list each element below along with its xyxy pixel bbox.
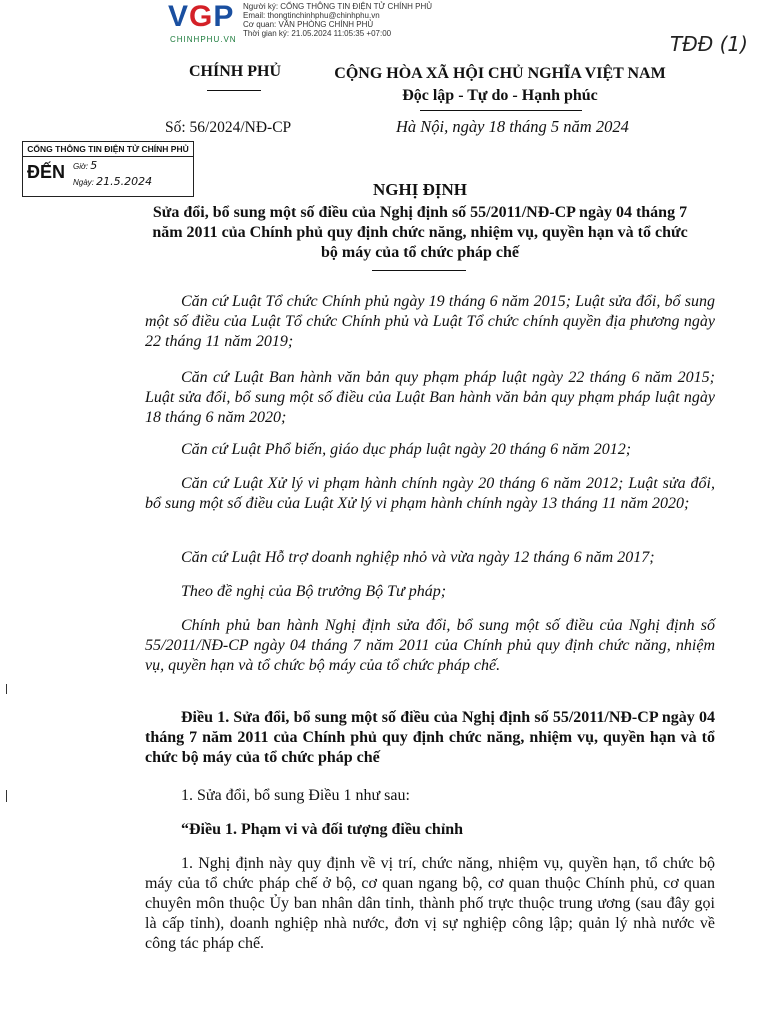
clause-1: 1. Nghị định này quy định về vị trí, chức năng, nhiệm vụ, quyền hạn, tổ chức bộ máy của tổ chức pháp chế ở bộ, cơ quan ngang bộ, cơ quan thuộc Chính phủ, cơ quan chuyên môn thuộc Ủy ban nhân dân tỉnh, thành phố trực thuộc trung ương (sau đây gọi là cấp tỉnh), doanh nghiệp nhà nước, đơn vị sự nghiệp công lập; quản lý nhà nước về công tác pháp chế.: [145, 855, 715, 952]
national-motto: Độc lập - Tự do - Hạnh phúc: [402, 87, 598, 104]
preamble-paragraph: Theo đề nghị của Bộ trưởng Bộ Tư pháp;: [181, 583, 447, 600]
quoted-article-heading: “Điều 1. Phạm vi và đối tượng điều chỉnh: [181, 821, 464, 838]
preamble-paragraph: Căn cứ Luật Xử lý vi phạm hành chính ngày 20 tháng 6 năm 2012; Luật sửa đổi, bổ sung một số điều của Luật Xử lý vi phạm hành chính ngày 13 tháng 11 năm 2020;: [145, 475, 715, 512]
signature-agency: Cơ quan: VĂN PHÒNG CHÍNH PHỦ: [243, 20, 374, 29]
article-1-item-1: 1. Sửa đổi, bổ sung Điều 1 như sau:: [181, 787, 410, 804]
digital-signature-info: [243, 2, 432, 38]
document-number: Số: 56/2024/NĐ-CP: [165, 119, 292, 136]
signature-time: Thời gian ký: 21.05.2024 11:05:35 +07:00: [243, 29, 392, 38]
stamp-den-label: ĐẾN: [27, 162, 66, 182]
stamp-time-value: 5: [90, 159, 98, 172]
motto-underline: [420, 110, 582, 111]
agency-underline: [207, 90, 261, 91]
scan-mark: [6, 790, 7, 802]
vgp-logo-subtitle: CHINHPHU.VN: [170, 35, 237, 44]
vgp-logo: VGP: [168, 0, 235, 33]
scan-mark: [6, 684, 7, 694]
title-underline: [372, 270, 466, 271]
preamble-paragraph: Căn cứ Luật Ban hành văn bản quy phạm pháp luật ngày 22 tháng 6 năm 2015; Luật sửa đổi, bổ sung một số điều của Luật Ban hành văn bản quy phạm pháp luật ngày 18 tháng 6 năm 2020;: [145, 369, 715, 426]
preamble-paragraph: Căn cứ Luật Hỗ trợ doanh nghiệp nhỏ và vừa ngày 12 tháng 6 năm 2017;: [181, 549, 655, 566]
article-1-heading: Điều 1. Sửa đổi, bổ sung một số điều của Nghị định số 55/2011/NĐ-CP ngày 04 tháng 7 năm 2011 của Chính phủ quy định chức năng, nhiệm vụ, quyền hạn và tổ chức bộ máy của tổ chức pháp chế: [145, 709, 715, 766]
handwritten-note: TĐĐ (1): [670, 32, 748, 56]
place-date: Hà Nội, ngày 18 tháng 5 năm 2024: [396, 117, 629, 136]
document-title: NGHỊ ĐỊNH: [373, 180, 467, 199]
stamp-time-line: [73, 159, 97, 172]
issuing-agency: CHÍNH PHỦ: [189, 63, 281, 80]
signature-email: Email: thongtinchinhphu@chinhphu.vn: [243, 11, 380, 20]
nation-name: CỘNG HÒA XÃ HỘI CHỦ NGHĨA VIỆT NAM: [334, 65, 666, 82]
stamp-time-label: Giờ:: [73, 162, 89, 171]
stamp-date-label: Ngày:: [73, 178, 94, 187]
preamble-paragraph: Căn cứ Luật Tổ chức Chính phủ ngày 19 tháng 6 năm 2015; Luật sửa đổi, bổ sung một số điều của Luật Tổ chức Chính phủ và Luật Tổ chức chính quyền địa phương ngày 22 tháng 11 năm 2019;: [145, 293, 715, 350]
stamp-date-line: [73, 175, 152, 188]
preamble-paragraph: Căn cứ Luật Phổ biến, giáo dục pháp luật ngày 20 tháng 6 năm 2012;: [181, 441, 632, 458]
national-header: [330, 63, 670, 107]
stamp-date-value: 21.5.2024: [96, 175, 153, 188]
stamp-title: CỔNG THÔNG TIN ĐIỆN TỬ CHÍNH PHỦ: [23, 142, 193, 157]
document-subtitle: Sửa đổi, bổ sung một số điều của Nghị định số 55/2011/NĐ-CP ngày 04 tháng 7 năm 2011 của Chính phủ quy định chức năng, nhiệm vụ, quyền hạn và tổ chức bộ máy của tổ chức pháp chế: [152, 204, 688, 261]
signature-signer: Người ký: CỔNG THÔNG TIN ĐIỆN TỬ CHÍNH PHỦ: [243, 2, 433, 11]
enactment-clause: Chính phủ ban hành Nghị định sửa đổi, bổ sung một số điều của Nghị định số 55/2011/NĐ-CP ngày 04 tháng 7 năm 2011 của Chính phủ quy định chức năng, nhiệm vụ, quyền hạn và tổ chức bộ máy của tổ chức pháp chế.: [145, 617, 715, 674]
